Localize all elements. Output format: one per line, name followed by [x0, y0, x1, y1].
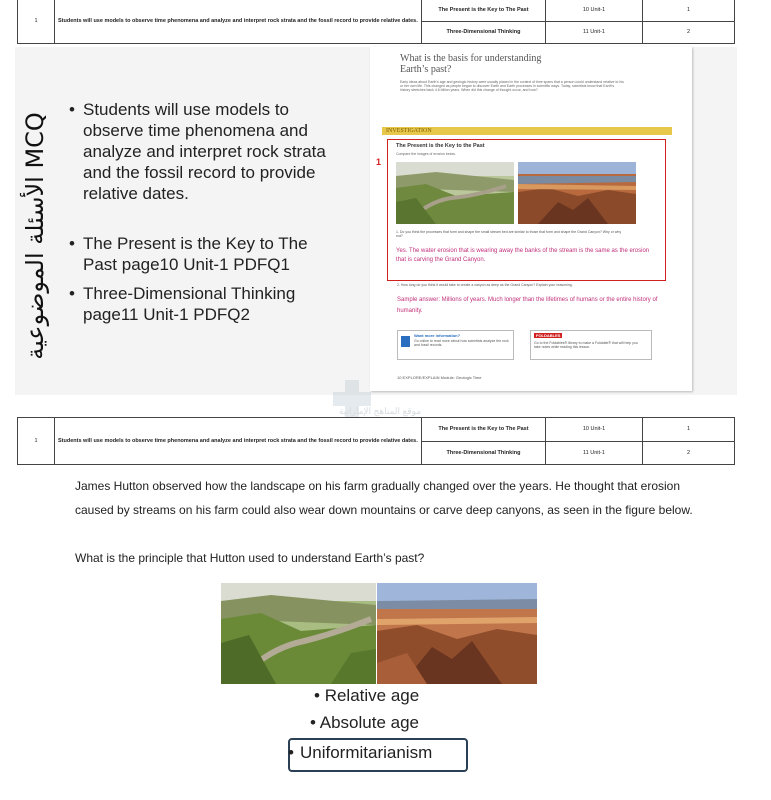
slide-bullet: • The Present is the Key to The Past page10 Unit-1 PDFQ1	[69, 234, 308, 274]
question-prompt: What is the principle that Hutton used to understand Earth’s past?	[75, 551, 425, 565]
slide-bullet: • Three-Dimensional Thinking page11 Unit-1 PDFQ2	[69, 284, 296, 324]
slide-bullet-text: The Present is the Key to The Past page10 Unit-1 PDFQ1	[83, 234, 308, 274]
table-description: Students will use models to observe time phenomena and analyze and interpret rock strata and the fossil record to provide relative dates.	[55, 0, 422, 44]
slide-bullet: • Students will use models to observe time phenomena and analyze and interpret rock strata and the fossil record to provide relative dates.	[69, 100, 326, 203]
table-item-title: Three-Dimensional Thinking	[422, 441, 546, 465]
book-footer: 10 EXPLORE/EXPLAIN Module: Geologic Time	[397, 375, 482, 380]
table-item-unit: 11 Unit-1	[546, 441, 643, 465]
vertical-label: الأسئلة الموضوعية MCQ	[21, 112, 49, 360]
option-label: Absolute age	[319, 713, 419, 732]
table-item-num: 2	[643, 21, 735, 44]
answer-1: Yes. The water erosion that is wearing away the banks of the stream is the same as the erosion that is carving the Grand Canyon.	[396, 248, 650, 263]
table-item-unit: 10 Unit-1	[546, 418, 643, 442]
book-heading: What is the basis for understanding Earth’s past?	[400, 53, 542, 75]
option-bullet: •	[310, 713, 316, 732]
option-bullet: •	[314, 686, 320, 705]
vertical-label-svg	[17, 101, 69, 371]
table-item-unit: 11 Unit-1	[546, 21, 643, 44]
table-item-title: The Present is the Key to The Past	[422, 0, 546, 21]
inv-subtitle: Compare the images of erosion below.	[396, 152, 456, 156]
watermark-logo: موقع المناهج الإماراتية	[325, 380, 415, 430]
option-label: Relative age	[324, 686, 420, 705]
table-item-num: 1	[643, 0, 735, 21]
info-icon	[401, 336, 410, 347]
more-info-box: Want more information? Go online to read more about how scientists analyze the rock and fossil records.	[397, 330, 514, 360]
investigation-bar: INVESTIGATION	[382, 127, 672, 135]
red-marker: 1	[376, 157, 382, 167]
table-row-number: 1	[18, 0, 55, 44]
answer-2: Sample answer: Millions of years. Much longer than the lifetimes of humans or the entire history of humanity.	[397, 297, 658, 314]
question-2: 2. How long do you think it would take to create a canyon as deep as the Grand Canyon? Explain your reasoning.	[397, 283, 573, 287]
table-description: Students will use models to observe time phenomena and analyze and interpret rock strata and the fossil record to provide relative dates.	[55, 418, 422, 465]
stream-valley-figure	[221, 583, 376, 684]
option-uniformitarianism-selected[interactable]	[288, 738, 468, 772]
option-label: Uniformitarianism	[300, 743, 433, 762]
grand-canyon-figure	[377, 583, 537, 684]
question-text: James Hutton observed how the landscape on his farm gradually changed over the years. He thought that erosion caused by streams on his farm could also wear down mountains or carve deep canyons, as seen in the figure below.	[75, 479, 693, 517]
top-standards-table	[17, 0, 735, 44]
option-absolute-age[interactable]	[310, 713, 419, 733]
highlight-box	[387, 139, 666, 281]
slide-bullet-text: Students will use models to observe time phenomena and analyze and interpret rock strata and the fossil record to provide relative dates.	[83, 100, 326, 203]
foldables-box: FOLDABLES Go to the Foldables® library to make a Foldable® that will help you take notes while reading this lesson.	[530, 330, 652, 360]
slide-bullet-text: Three-Dimensional Thinking page11 Unit-1 PDFQ2	[83, 284, 296, 324]
textbook-page	[370, 47, 692, 391]
question-1: 1. Do you think the processes that form and shape the small stream bed are similar to those that form and shape the Grand Canyon? Why or why not?	[396, 230, 622, 238]
table-item-num: 2	[643, 441, 735, 465]
bottom-standards-table	[17, 417, 735, 465]
canyon-image	[518, 162, 636, 224]
book-intro: Early ideas about Earth's age and geologic history were usually placed in the context of time spans that a person could understand relative to his or her own life. This changed as people began to discover Earth and Earth processes in scientific ways. Today, scientists know that Earth's history stretches back 4.6 billion years. When did this change of thought occur, and how?	[400, 80, 624, 92]
option-bullet: •	[288, 743, 294, 762]
table-item-num: 1	[643, 418, 735, 442]
table-row-number: 1	[18, 418, 55, 465]
inv-title: The Present is the Key to the Past	[396, 143, 485, 149]
table-item-unit: 10 Unit-1	[546, 0, 643, 21]
stream-valley-image	[396, 162, 514, 224]
option-relative-age[interactable]	[314, 686, 419, 706]
table-item-title: The Present is the Key to The Past	[422, 418, 546, 442]
table-item-title: Three-Dimensional Thinking	[422, 21, 546, 44]
